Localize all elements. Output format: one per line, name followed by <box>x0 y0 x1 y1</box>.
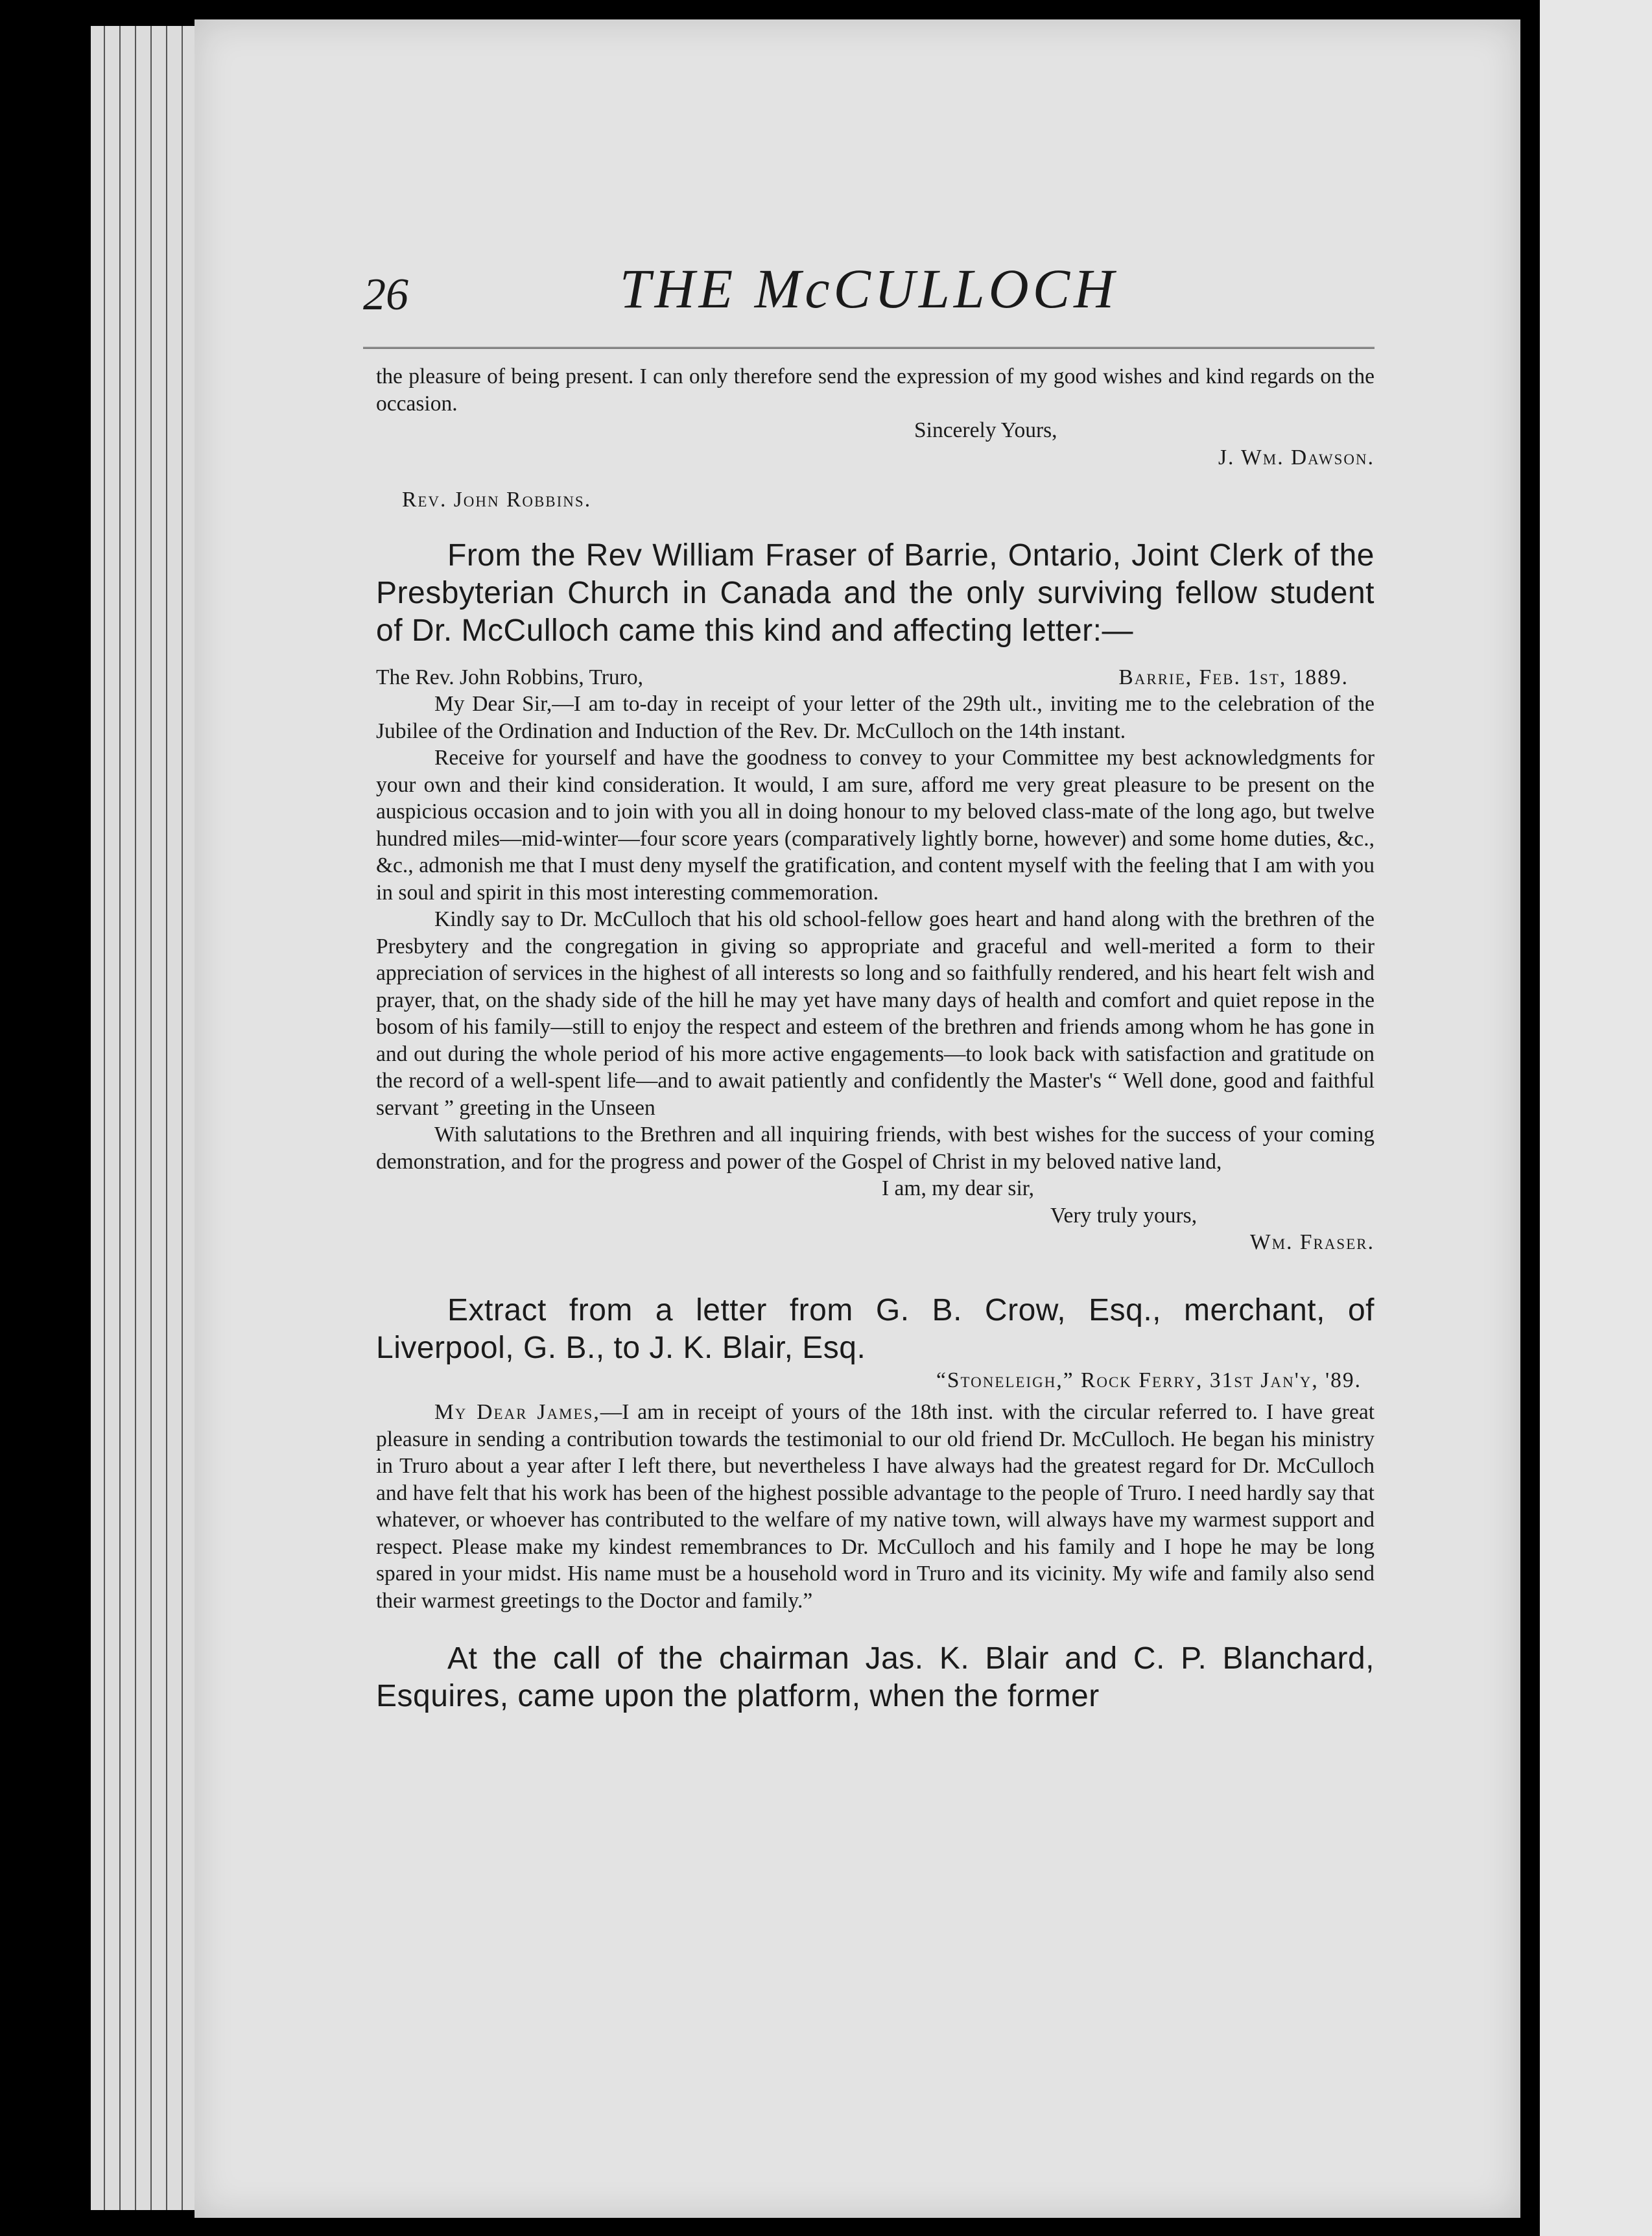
crow-dateline: “Stoneleigh,” Rock Ferry, 31st Jan'y, '89. <box>936 1368 1362 1392</box>
dawson-letter-end: the pleasure of being present. I can only therefore send the expression of my good wishes and kind regards on the occasion. <box>376 364 1375 416</box>
fraser-dateline: Barrie, Feb. 1st, 1889. <box>1118 665 1349 689</box>
closing-paragraph <box>376 1640 1375 1715</box>
fraser-paragraph <box>376 1121 1375 1175</box>
page-edge <box>136 26 152 2210</box>
fraser-letter-header <box>376 664 1375 691</box>
page-body <box>376 363 1375 1715</box>
page-number: 26 <box>363 270 408 320</box>
crow-intro <box>376 1292 1375 1367</box>
crow-body-text: —I am in receipt of yours of the 18th inst. with the circular referred to. I have great pleasure in sending a contribution towards the testimonial to our old friend Dr. McCulloch. He began his ministry in Truro about a year after I left there, but nevertheless I have always had the greatest regard for Dr. McCulloch and have felt that his work has been of the highest possible advantage to the people of Truro. I need hardly say that whatever, or whoever has contributed to the welfare of my native town, will always have my warmest support and respect. Please make my kindest remembrances to Dr. McCulloch and his family and I hope he may be long spared in your midst. His name must be a household word in Truro and its vicinity. My wife and family also send their warmest greetings to the Doctor and family.” <box>376 1400 1375 1613</box>
running-title: THE McCULLOCH <box>619 257 1118 320</box>
fraser-paragraph-text: Receive for yourself and have the goodness to convey to your Committee my best acknowledgments for your own and their kind consideration. It would, I am sure, afford me very great pleasure to be present on the auspicious occasion and to join with you all in doing honour to my beloved class-mate of the long ago, but twelve hundred miles—mid-winter—four score years (comparatively lightly borne, however) and some home duties, &c., &c., admonish me that I must deny myself the gratification, and content myself with the feeling that I am with you in soul and spirit in this most interesting commemoration. <box>376 746 1375 905</box>
fraser-paragraph-text: Kindly say to Dr. McCulloch that his old school-fellow goes heart and hand along with the brethren of the Presbytery and the congregation in giving so appropriate and graceful and well-merited a form to their appreciation of services in the highest of all interests so long and so faithfully rendered, and his heart felt wish and prayer, that, on the shady side of the hill he may yet have many days of health and comfort and quiet repose in the bosom of his family—still to enjoy the respect and esteem of the brethren and friends among whom he has gone in and out during the whole period of his more active engagements—to look back with satisfaction and gratitude on the record of a well-spent life—and to await patiently and confidently the Master's “ Well done, good and faithful servant ” greeting in the Unseen <box>376 907 1375 1120</box>
fraser-paragraph-text: My Dear Sir,—I am to-day in receipt of your letter of the 29th ult., inviting me to the celebration of the Jubilee of the Ordination and Induction of the Rev. Dr. McCulloch on the 14th instant. <box>376 692 1375 743</box>
page-edge <box>121 26 136 2210</box>
page-edge <box>167 26 183 2210</box>
page-header <box>363 256 1375 349</box>
dawson-addressee: Rev. John Robbins. <box>402 488 592 512</box>
crow-salutation: My Dear James, <box>434 1400 600 1424</box>
facing-page-edge <box>1540 0 1652 2236</box>
fraser-closing-2: Very truly yours, <box>1050 1203 1198 1228</box>
gutter <box>1522 0 1539 2236</box>
page-edge <box>152 26 167 2210</box>
fraser-paragraph <box>376 906 1375 1121</box>
fraser-paragraph-text: With salutations to the Brethren and all inquiring friends, with best wishes for the success of your coming demonstration, and for the progress and power of the Gospel of Christ in my beloved native land, <box>376 1123 1375 1174</box>
fraser-closing-1: I am, my dear sir, <box>882 1176 1034 1200</box>
page-edge <box>91 26 105 2210</box>
fraser-intro <box>376 537 1375 650</box>
fraser-signature: Wm. Fraser. <box>1250 1230 1375 1254</box>
page-edge <box>105 26 121 2210</box>
crow-intro-text: Extract from a letter from G. B. Crow, Esq., merchant, of Liverpool, G. B., to J. K. Blair, Esq. <box>376 1292 1375 1365</box>
fraser-intro-text: From the Rev William Fraser of Barrie, Ontario, Joint Clerk of the Presbyterian Church in Canada and the only surviving fellow student of Dr. McCulloch came this kind and affecting letter:— <box>376 538 1375 648</box>
dawson-signature: J. Wm. Dawson. <box>1218 445 1375 470</box>
fraser-addressee: The Rev. John Robbins, Truro, <box>376 665 643 689</box>
closing-paragraph-text: At the call of the chairman Jas. K. Blair and C. P. Blanchard, Esquires, came upon the platform, when the former <box>376 1641 1375 1713</box>
fraser-paragraph <box>376 744 1375 906</box>
dawson-closing: Sincerely Yours, <box>914 418 1057 442</box>
crow-letter-body <box>376 1399 1375 1614</box>
fraser-paragraph <box>376 691 1375 744</box>
